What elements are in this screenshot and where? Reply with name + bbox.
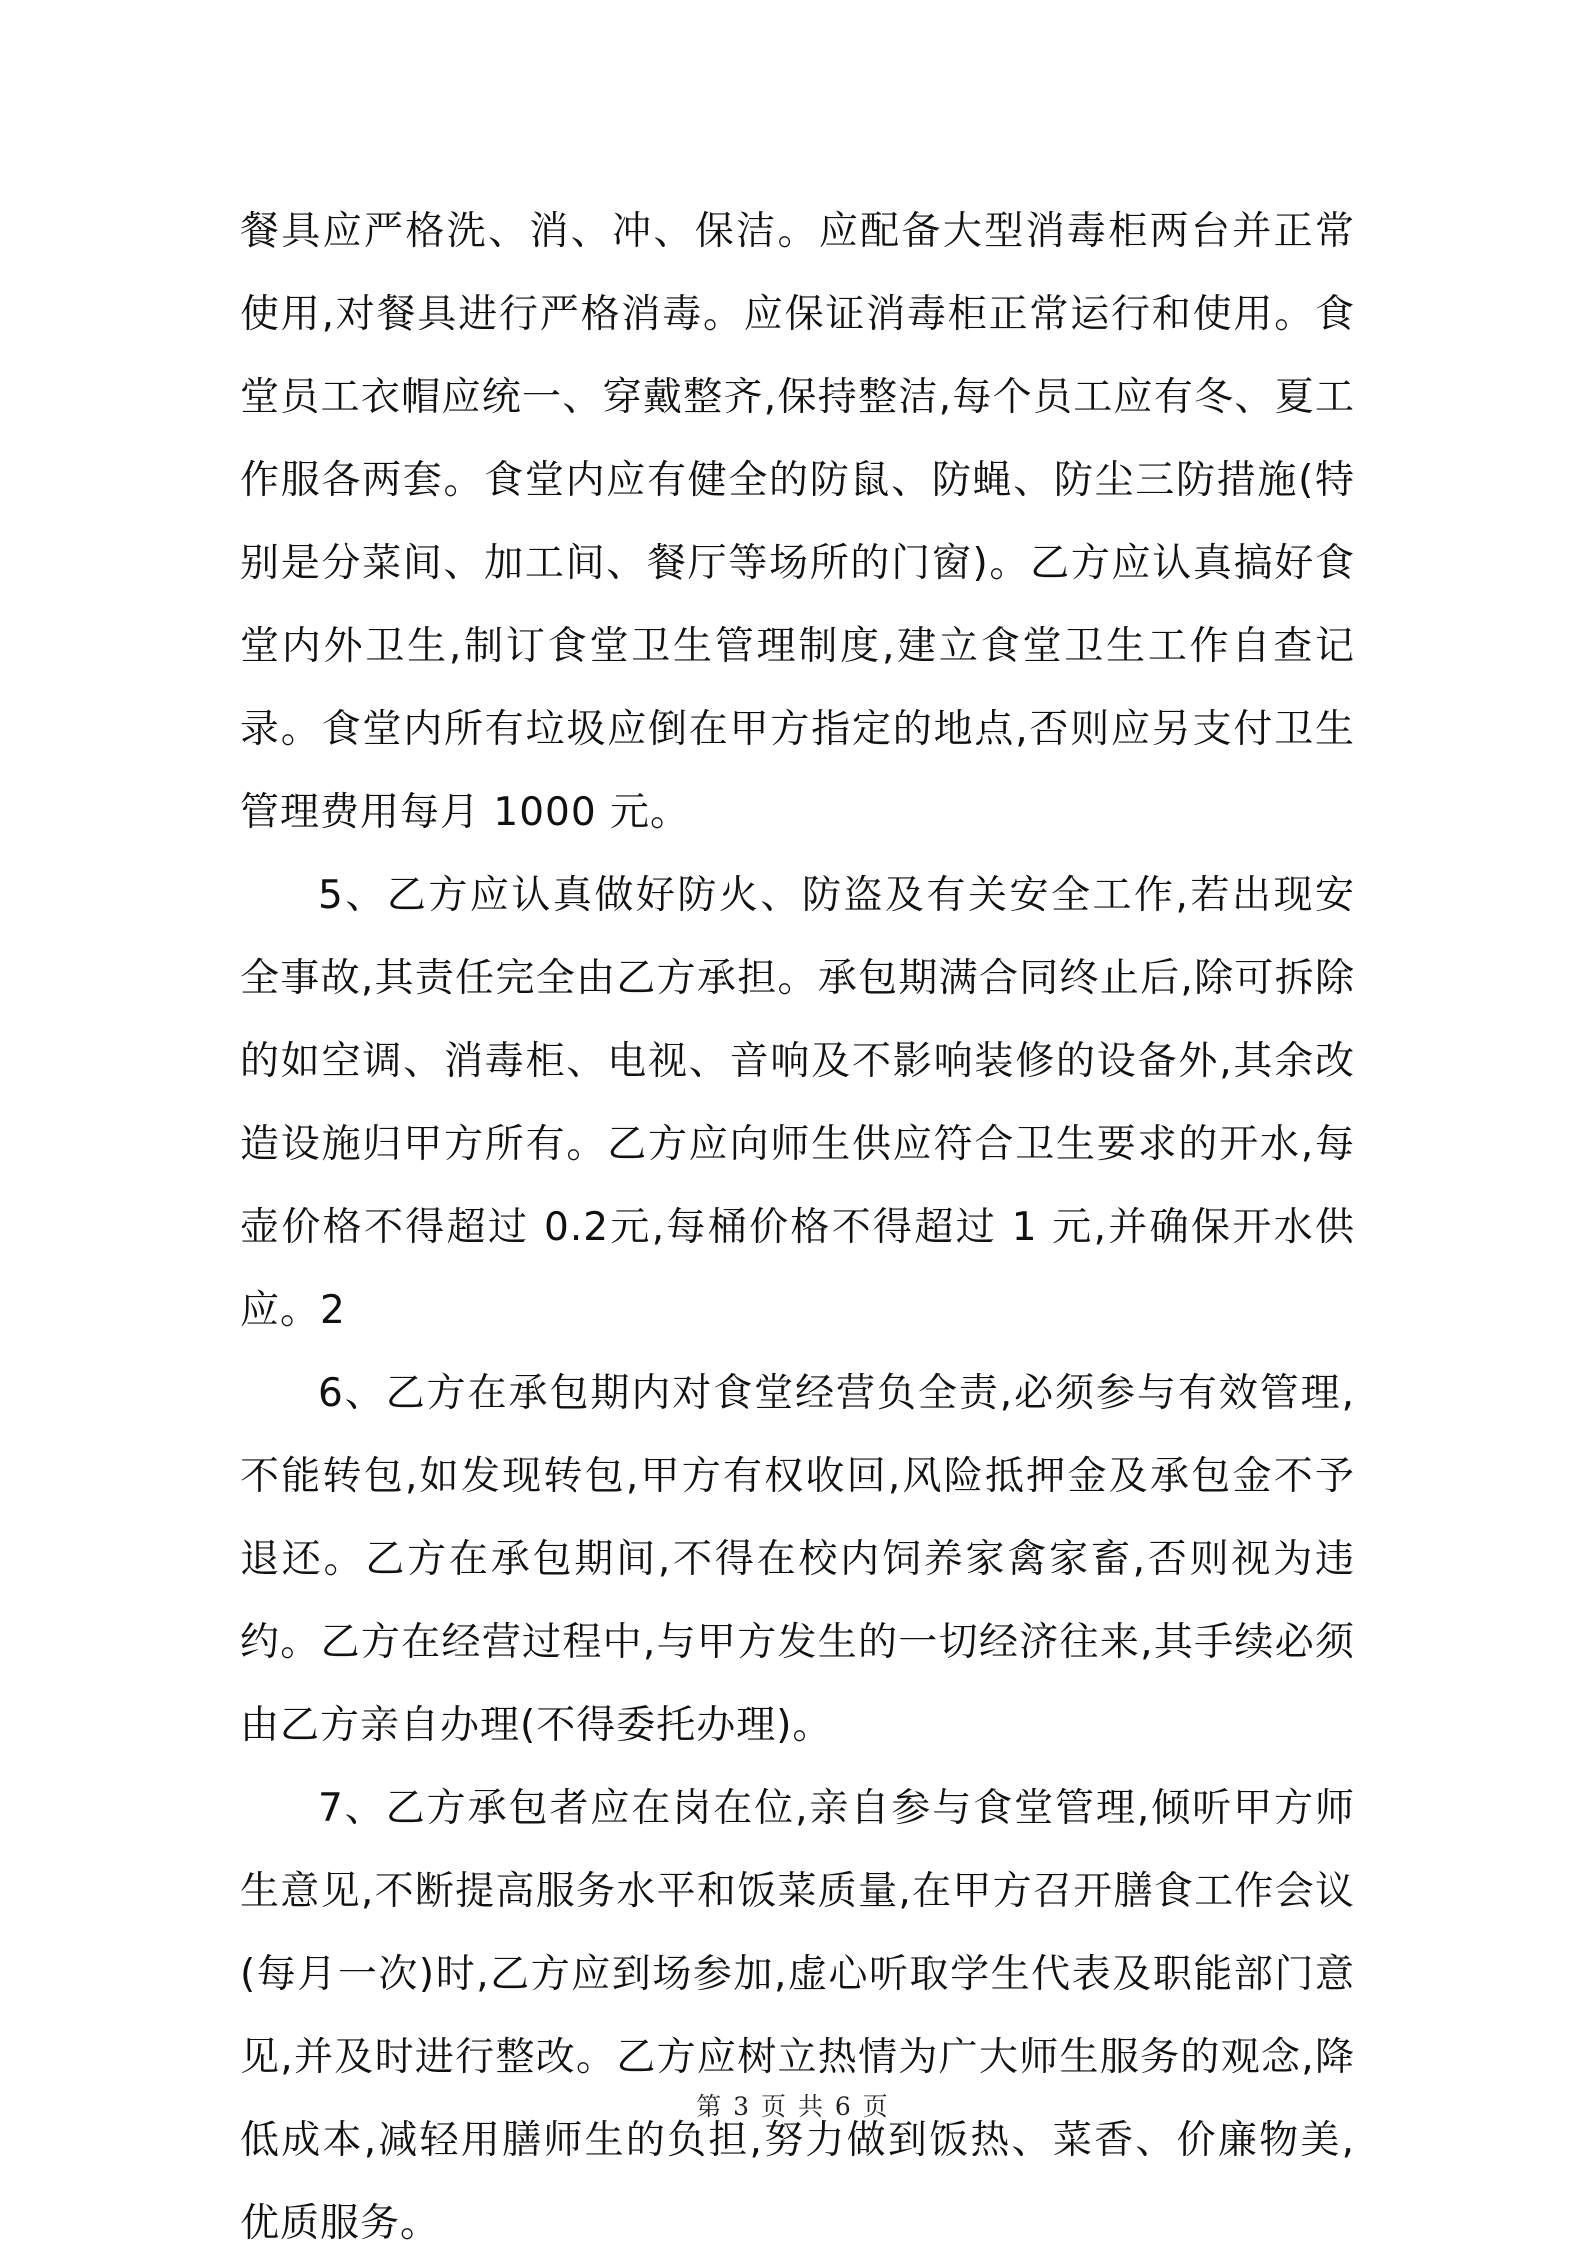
paragraph-item-7: 7、乙方承包者应在岗在位,亲自参与食堂管理,倾听甲方师生意见,不断提高服务水平和饭菜质量,在甲方召开膳食工作会议(每月一次)时,乙方应到场参加,虚心听取学生代表及职能部门意见,并及时进行整改。乙方应树立热情为广大师生服务的观念,降低成本,减轻用膳师生的负担,努力做到饭热、菜香、价廉物美,优质服务。 [240,1786,1355,2246]
paragraph-continuation: 餐具应严格洗、消、冲、保洁。应配备大型消毒柜两台并正常使用,对餐具进行严格消毒。应保证消毒柜正常运行和使用。食堂员工衣帽应统一、穿戴整齐,保持整洁,每个员工应有冬、夏工作服各两套。食堂内应有健全的防鼠、防蝇、防尘三防措施(特别是分菜间、加工间、餐厅等场所的门窗)。乙方应认真搞好食堂内外卫生,制订食堂卫生管理制度,建立食堂卫生工作自查记录。食堂内所有垃圾应倒在甲方指定的地点,否则应另支付卫生管理费用每月 1000 元。 [240,209,1355,835]
page-number-footer: 第 3 页 共 6 页 [696,2092,890,2121]
document-body [240,190,1355,2265]
paragraph-item-6: 6、乙方在承包期内对食堂经营负全责,必须参与有效管理,不能转包,如发现转包,甲方有权收回,风险抵押金及承包金不予退还。乙方在承包期间,不得在校内饲养家禽家畜,否则视为违约。乙方在经营过程中,与甲方发生的一切经济往来,其手续必须由乙方亲自办理(不得委托办理)。 [240,1371,1355,1748]
paragraph-item-5: 5、乙方应认真做好防火、防盗及有关安全工作,若出现安全事故,其责任完全由乙方承担。承包期满合同终止后,除可拆除的如空调、消毒柜、电视、音响及不影响装修的设备外,其余改造设施归甲方所有。乙方应向师生供应符合卫生要求的开水,每壶价格不得超过 0.2元,每桶价格不得超过 1 元,并确保开水供应。2 [240,873,1355,1333]
